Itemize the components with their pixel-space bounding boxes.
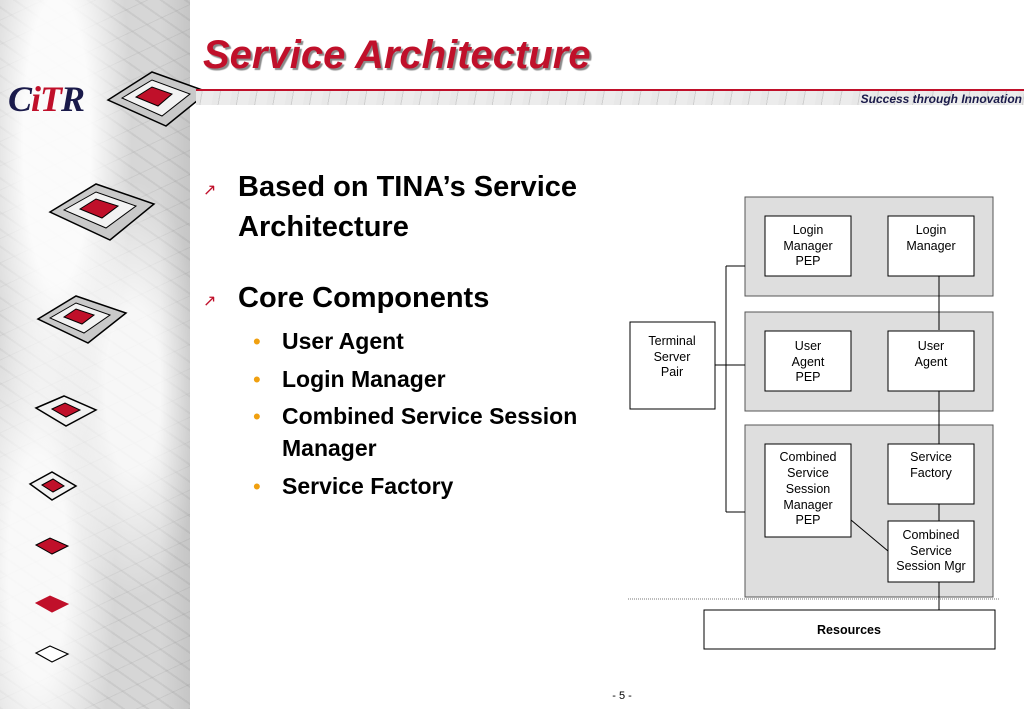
user-agent-label: User Agent [914, 339, 948, 369]
dot-bullet-icon: • [253, 367, 261, 392]
sub-bullet-text: Service Factory [282, 473, 454, 499]
resources-label: Resources [817, 623, 881, 637]
architecture-diagram [620, 190, 1000, 655]
terminal-server-pair-label: Terminal Server Pair [648, 334, 696, 379]
tagline: Success through Innovation [860, 92, 1022, 106]
bullet-text: Based on TINA’s Service Architecture [238, 171, 578, 243]
red-diamond-icon [34, 394, 98, 430]
user-agent-pep-label: User Agent PEP [791, 339, 825, 384]
combined-service-session-mgr-label: Combined Service Session Mgr [896, 528, 966, 573]
red-diamond-icon [46, 178, 160, 252]
csm-pep-label: Combined Service Session Manager PEP [779, 450, 837, 527]
dot-bullet-icon: • [253, 329, 261, 354]
sub-bullet-text: Combined Service Session Manager [282, 403, 578, 461]
dot-bullet-icon: • [253, 404, 261, 429]
citr-logo: CiTR [8, 79, 85, 119]
page-title: Service Architecture [203, 33, 591, 77]
dot-bullet-icon: • [253, 474, 261, 499]
login-manager-pep-label: Login Manager PEP [783, 223, 833, 268]
diamond-outline-icon [34, 644, 70, 664]
sub-bullet-text: Login Manager [282, 366, 446, 392]
red-diamond-icon [34, 291, 130, 351]
login-manager-label: Login Manager [906, 223, 956, 253]
bullet-text: Core Components [238, 282, 490, 314]
header-rule [196, 89, 1024, 91]
arrow-bullet-icon: ↗ [203, 293, 217, 310]
arrow-bullet-icon: ↗ [203, 182, 217, 199]
service-factory-label: Service Factory [910, 450, 952, 480]
red-diamond-icon [34, 536, 70, 556]
sub-bullet-text: User Agent [282, 328, 404, 354]
page-number: - 5 - [612, 690, 632, 702]
red-diamond-icon [28, 470, 78, 502]
red-diamond-icon [34, 594, 70, 614]
